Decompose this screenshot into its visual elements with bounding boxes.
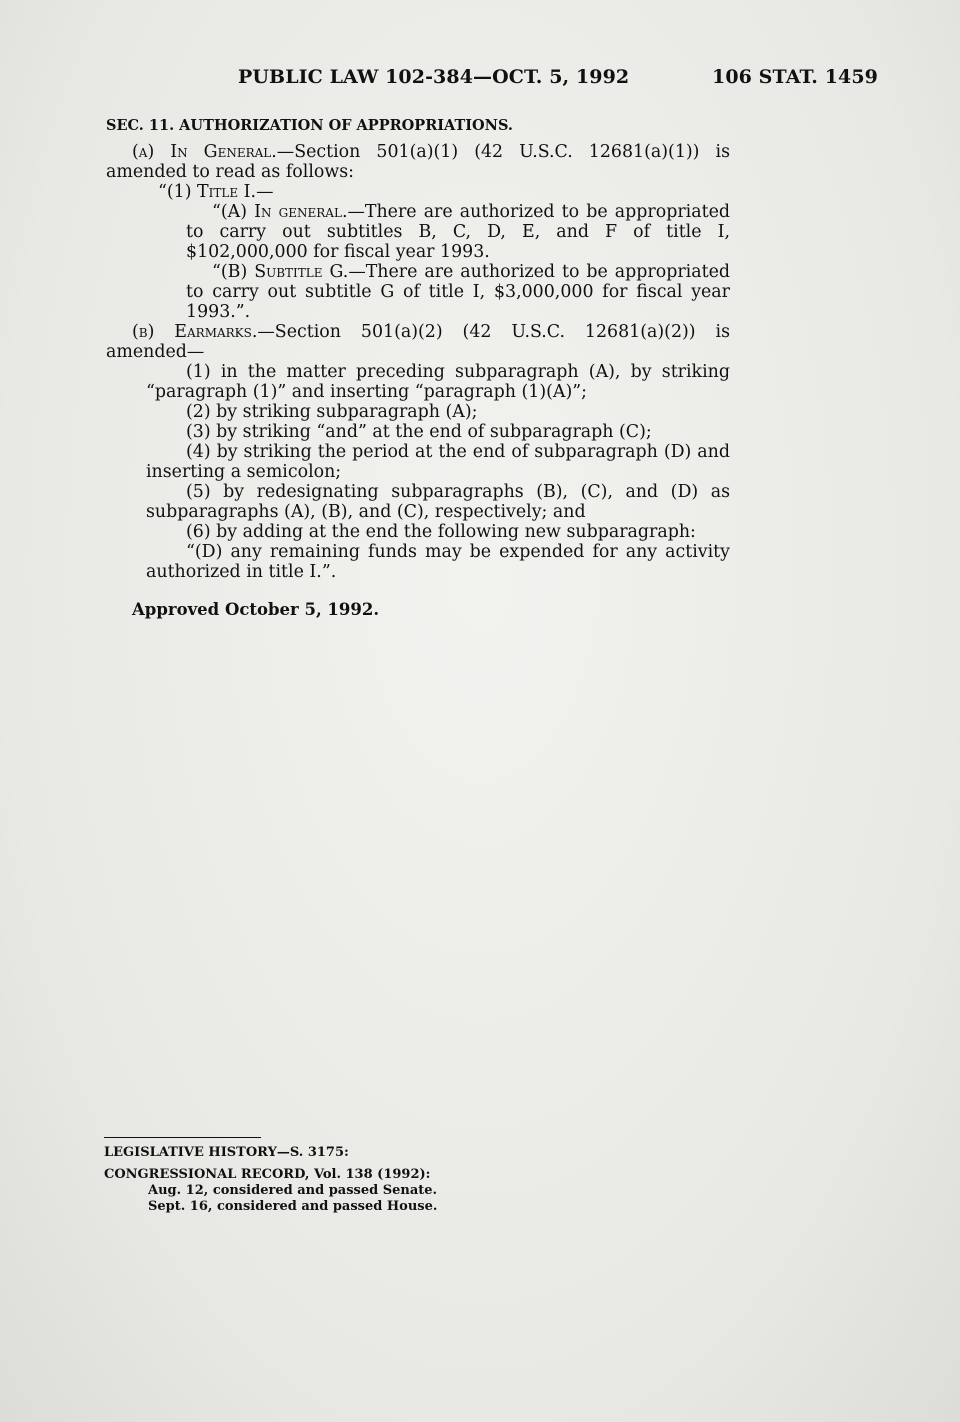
paragraph-title-1 bbox=[106, 182, 730, 202]
header-citation: PUBLIC LAW 102-384—OCT. 5, 1992 bbox=[238, 66, 630, 88]
congressional-record: CONGRESSIONAL RECORD, Vol. 138 (1992): bbox=[104, 1167, 431, 1182]
section-title: SEC. 11. AUTHORIZATION OF APPROPRIATIONS. bbox=[106, 117, 513, 134]
subparagraph-B bbox=[106, 262, 730, 322]
subsection-a-text: —Section 501(a)(1) (42 U.S.C. 12681(a)(1)) is amended to read as follows: bbox=[106, 142, 730, 182]
subparagraph-B-label: “(B) Subtitle G. bbox=[212, 262, 349, 282]
subsection-b-text: —Section 501(a)(2) (42 U.S.C. 12681(a)(2)) is amended— bbox=[106, 322, 730, 362]
quoted-subparagraph-D: “(D) any remaining funds may be expended for any activity authorized in title I.”. bbox=[146, 542, 730, 582]
list-item: (3) by striking “and” at the end of subparagraph (C); bbox=[186, 422, 652, 442]
legislative-history bbox=[104, 1145, 437, 1215]
list-item: (2) by striking subparagraph (A); bbox=[186, 402, 478, 422]
legislative-history-heading: LEGISLATIVE HISTORY—S. 3175: bbox=[104, 1145, 349, 1160]
subparagraph-B-text: —There are authorized to be appropriated to carry out subtitle G of title I, $3,000,000 for fiscal year 1993.”. bbox=[186, 262, 730, 322]
subsection-b-label: (b) Earmarks. bbox=[132, 322, 258, 342]
footnote-divider bbox=[104, 1137, 261, 1138]
list-item: (6) by adding at the end the following new subparagraph: bbox=[186, 522, 696, 542]
list-item: (5) by redesignating subparagraphs (B), (C), and (D) as subparagraphs (A), (B), and (C), respectively; and bbox=[146, 482, 730, 522]
approval-date: Approved October 5, 1992. bbox=[132, 600, 380, 619]
title-1-label: “(1) Title I. bbox=[158, 182, 257, 202]
subparagraph-A bbox=[106, 202, 730, 262]
subsection-a-label: (a) In General. bbox=[132, 142, 277, 162]
subsection-b bbox=[106, 322, 730, 362]
header-stat-page: 106 STAT. 1459 bbox=[712, 66, 878, 88]
house-action: Sept. 16, considered and passed House. bbox=[148, 1199, 438, 1214]
title-1-dash: — bbox=[256, 182, 274, 202]
subparagraph-A-label: “(A) In general. bbox=[212, 202, 348, 222]
subsection-a bbox=[106, 142, 730, 182]
section-body bbox=[106, 116, 730, 582]
senate-action: Aug. 12, considered and passed Senate. bbox=[148, 1183, 438, 1198]
list-item: (4) by striking the period at the end of subparagraph (D) and inserting a semicolon; bbox=[146, 442, 730, 482]
list-item: (1) in the matter preceding subparagraph (A), by striking “paragraph (1)” and inserting “paragraph (1)(A)”; bbox=[146, 362, 730, 402]
subparagraph-A-text: —There are authorized to be appropriated to carry out subtitles B, C, D, E, and F of title I, $102,000,000 for fiscal year 1993. bbox=[186, 202, 730, 262]
